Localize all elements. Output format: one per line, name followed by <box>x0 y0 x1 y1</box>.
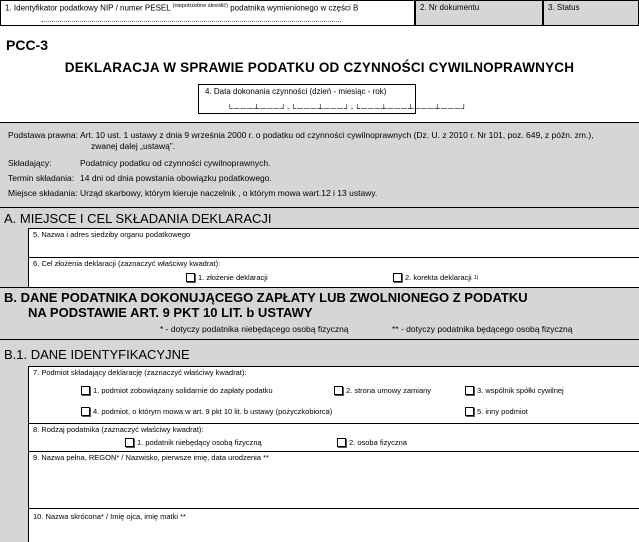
tax-office-label: 5. Nazwa i adres siedziby organu podatkowego <box>33 230 191 239</box>
checkbox-icon[interactable] <box>186 273 195 282</box>
checkbox-icon[interactable] <box>337 438 346 447</box>
note-natural-person: ** - dotyczy podatnika będącego osobą fizyczną <box>392 324 573 334</box>
section-b1-title: B.1. DANE IDENTYFIKACYJNE <box>4 347 190 362</box>
filer-type-label: 7. Podmiot składający deklarację (zaznaczyć właściwy kwadrat): <box>33 368 247 377</box>
option-joint-liable[interactable]: 1. podmiot zobowiązany solidarnie do zapłaty podatku <box>81 386 273 395</box>
checkbox-icon[interactable] <box>81 386 90 395</box>
form-code: PCC-3 <box>6 37 49 53</box>
option-borrower[interactable]: 4. podmiot, o którym mowa w art. 9 pkt 10 lit. b ustawy (pożyczkobiorca) <box>81 407 332 416</box>
option-natural-person[interactable]: 2. osoba fizyczna <box>337 438 407 447</box>
filer-type-field <box>28 366 639 424</box>
date-field[interactable] <box>198 84 468 114</box>
info-block <box>0 122 639 208</box>
option-civil-partner[interactable]: 3. wspólnik spółki cywilnej <box>465 386 564 395</box>
full-name-label: 9. Nazwa pełna, REGON* / Nazwisko, pierwsze imię, data urodzenia ** <box>33 453 269 462</box>
date-mask: └───┴───┘-└───┴───┘-└───┴───┴───┴───┘ <box>227 104 468 113</box>
checkbox-icon[interactable] <box>393 273 402 282</box>
section-b-title-line2: NA PODSTAWIE ART. 9 PKT 10 LIT. b USTAWY <box>28 305 313 320</box>
purpose-field <box>28 257 639 288</box>
section-b <box>0 288 639 340</box>
deadline-key: Termin składania: <box>8 173 75 183</box>
place-value: Urząd skarbowy, którym kieruje naczelnik , o którym mowa wart.12 i 13 ustawy. <box>80 188 378 198</box>
short-name-field[interactable] <box>28 508 639 542</box>
taxpayer-type-label: 8. Rodzaj podatnika (zaznaczyć właściwy kwadrat): <box>33 425 204 434</box>
checkbox-icon[interactable] <box>81 407 90 416</box>
document-number-field <box>415 0 543 26</box>
checkbox-icon[interactable] <box>334 386 343 395</box>
section-a <box>0 208 639 288</box>
section-a-title: A. MIEJSCE I CEL SKŁADANIA DEKLARACJI <box>4 211 272 226</box>
legal-basis-line2: zwanej dalej „ustawą”. <box>91 141 176 151</box>
filer-value: Podatnicy podatku od czynności cywilnoprawnych. <box>80 158 271 168</box>
option-legal-person[interactable]: 1. podatnik niebędący osobą fizyczną <box>125 438 262 447</box>
checkbox-icon[interactable] <box>465 386 474 395</box>
option-exchange-party[interactable]: 2. strona umowy zamiany <box>334 386 431 395</box>
full-name-field[interactable] <box>28 451 639 509</box>
date-label: 4. Data dokonania czynności (dzień - miesiąc - rok) <box>205 87 387 96</box>
short-name-label: 10. Nazwa skrócona* / Imię ojca, imię matki ** <box>33 512 186 521</box>
legal-basis-key: Podstawa prawna: <box>8 130 78 140</box>
status-field <box>543 0 639 26</box>
section-b-title-line1: B. DANE PODATNIKA DOKONUJĄCEGO ZAPŁATY LUB ZWOLNIONEGO Z PODATKU <box>4 290 528 305</box>
tax-office-field[interactable] <box>28 228 639 258</box>
purpose-label: 6. Cel złożenia deklaracji (zaznaczyć właściwy kwadrat): <box>33 259 221 268</box>
nip-pesel-field[interactable] <box>0 0 415 26</box>
place-key: Miejsce składania: <box>8 188 78 198</box>
option-other-entity[interactable]: 5. inny podmiot <box>465 407 528 416</box>
document-number-label: 2. Nr dokumentu <box>420 3 480 12</box>
checkbox-icon[interactable] <box>125 438 134 447</box>
filer-key: Składający: <box>8 158 52 168</box>
note-legal-person: * - dotyczy podatnika niebędącego osobą fizyczną <box>160 324 349 334</box>
legal-basis-line1: Art. 10 ust. 1 ustawy z dnia 9 września 2000 r. o podatku od czynności cywilnoprawnych (Dz. U. z 2010 r. Nr 101, poz. 649, z późn. zm.), <box>80 130 594 140</box>
page-title: DEKLARACJA W SPRAWIE PODATKU OD CZYNNOŚCI CYWILNOPRAWNYCH <box>64 60 575 75</box>
checkbox-icon[interactable] <box>465 407 474 416</box>
option-submit-declaration[interactable]: 1. złożenie deklaracji <box>186 273 268 282</box>
status-label: 3. Status <box>548 3 580 12</box>
option-correction[interactable]: 2. korekta deklaracji 1) <box>393 273 478 282</box>
nip-pesel-label: 1. Identyfikator podatkowy NIP / numer PESEL $^{(niepotrzebne skreślić)}$ podatnika wymienionego w części B <box>5 3 359 13</box>
taxpayer-type-field <box>28 423 639 452</box>
section-b1 <box>0 340 639 542</box>
deadline-value: 14 dni od dnia powstania obowiązku podatkowego. <box>80 173 272 183</box>
nip-pesel-dots <box>41 21 341 22</box>
